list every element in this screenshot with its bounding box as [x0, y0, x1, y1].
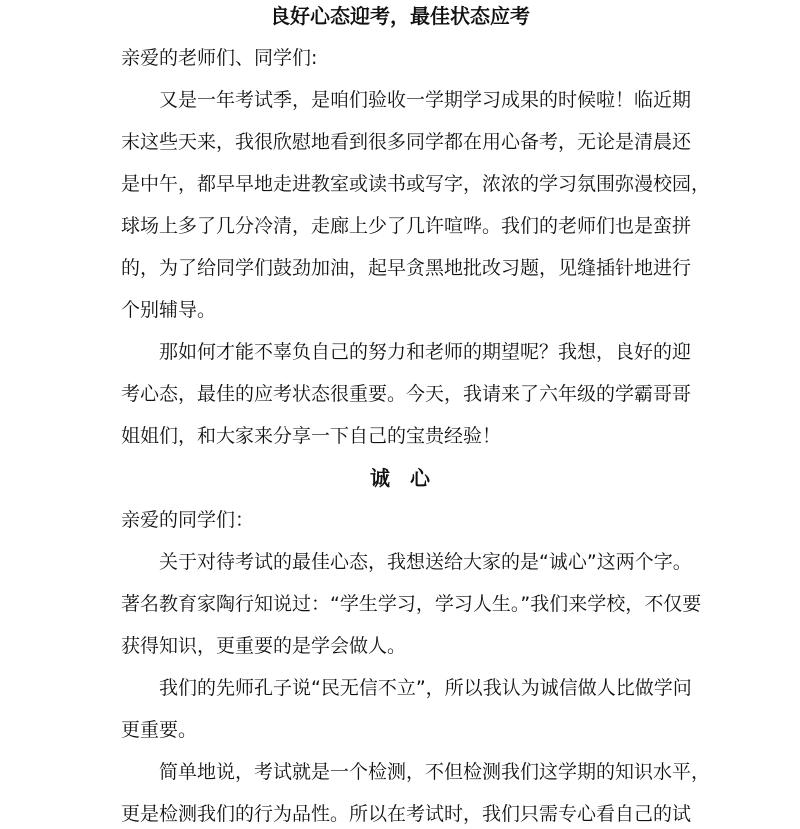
- section-title: 诚 心: [370, 466, 430, 490]
- document-title: 良好心态迎考，最佳状态应考: [270, 4, 530, 28]
- paragraph-3-line: 关于对待考试的最佳心态，我想送给大家的是“诚心”这两个字。: [159, 551, 692, 573]
- paragraph-4-line: 更重要。: [121, 719, 198, 741]
- paragraph-3-line: 著名教育家陶行知说过：“学生学习，学习人生。”我们来学校，不仅要: [121, 593, 702, 615]
- paragraph-2-line: 那如何才能不辜负自己的努力和老师的期望呢？我想，良好的迎: [159, 341, 692, 363]
- paragraph-1-line: 末这些天来，我很欣慰地看到很多同学都在用心备考，无论是清晨还: [121, 131, 692, 153]
- paragraph-1-line: 的，为了给同学们鼓劲加油，起早贪黑地批改习题，见缝插针地进行: [121, 257, 692, 279]
- paragraph-4-line: 我们的先师孔子说“民无信不立”，所以我认为诚信做人比做学问: [159, 677, 692, 699]
- paragraph-1-line: 个别辅导。: [121, 299, 217, 321]
- section-greeting: 亲爱的同学们：: [121, 509, 255, 531]
- paragraph-3-line: 获得知识，更重要的是学会做人。: [121, 635, 407, 657]
- paragraph-2-line: 姐姐们，和大家来分享一下自己的宝贵经验！: [121, 425, 502, 447]
- paragraph-1-line: 又是一年考试季，是咱们验收一学期学习成果的时候啦！临近期: [159, 89, 692, 111]
- paragraph-2-line: 考心态，最佳的应考状态很重要。今天，我请来了六年级的学霸哥哥: [121, 383, 692, 405]
- paragraph-5-line: 简单地说，考试就是一个检测，不但检测我们这学期的知识水平，: [159, 761, 711, 783]
- paragraph-1-line: 是中午，都早早地走进教室或读书或写字，浓浓的学习氛围弥漫校园，: [121, 173, 711, 195]
- paragraph-1-line: 球场上多了几分冷清，走廊上少了几许喧哗。我们的老师们也是蛮拼: [121, 215, 692, 237]
- paragraph-5-line: 更是检测我们的行为品性。所以在考试时，我们只需专心看自己的试: [121, 803, 692, 825]
- greeting: 亲爱的老师们、同学们:: [121, 47, 318, 69]
